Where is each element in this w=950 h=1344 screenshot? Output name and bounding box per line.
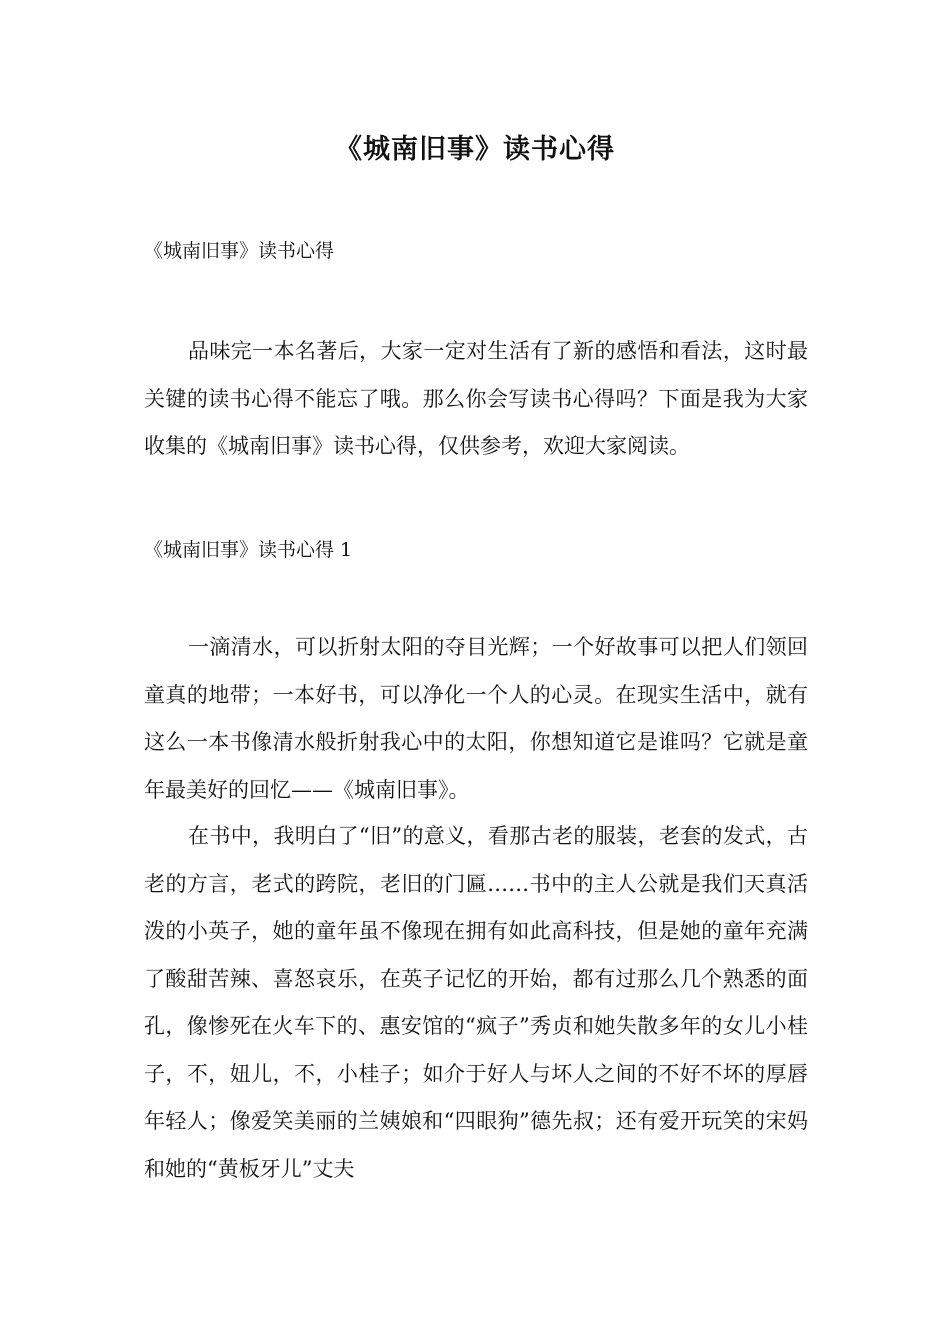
document-subtitle: 《城南旧事》读书心得: [144, 240, 335, 262]
intro-paragraph: 品味完一本名著后，大家一定对生活有了新的感悟和看法，这时最关键的读书心得不能忘了哦。那么你会写读书心得吗？下面是我为大家收集的《城南旧事》读书心得，仅供参考，欢迎大家阅读。: [144, 339, 808, 458]
section-1-paragraph-2: 在书中，我明白了“旧”的意义，看那古老的服装，老套的发式，古老的方言，老式的跨院，老旧的门匾……书中的主人公就是我们天真活泼的小英子，她的童年虽不像现在拥有如此高科技，但是她的童年充满了酸甜苦辣、喜怒哀乐，在英子记忆的开始，都有过那么几个熟悉的面孔，像惨死在火车下的、惠安馆的“疯子”秀贞和她失散多年的女儿小桂子，不，妞儿，不，小桂子；如介于好人与坏人之间的不好不坏的厚唇年轻人；像爱笑美丽的兰姨娘和“四眼狗”德先叔；还有爱开玩笑的宋妈和她的“黄板牙儿”丈夫: [144, 824, 808, 1181]
section-1-paragraph-1: 一滴清水，可以折射太阳的夺目光辉；一个好故事可以把人们领回童真的地带；一本好书，可以净化一个人的心灵。在现实生活中，就有这么一本书像清水般折射我心中的太阳，你想知道它是谁吗？它就是童年最美好的回忆——《城南旧事》。: [144, 635, 808, 802]
section-heading-1: 《城南旧事》读书心得 1: [144, 539, 353, 561]
document-title: 《城南旧事》读书心得: [335, 134, 615, 165]
